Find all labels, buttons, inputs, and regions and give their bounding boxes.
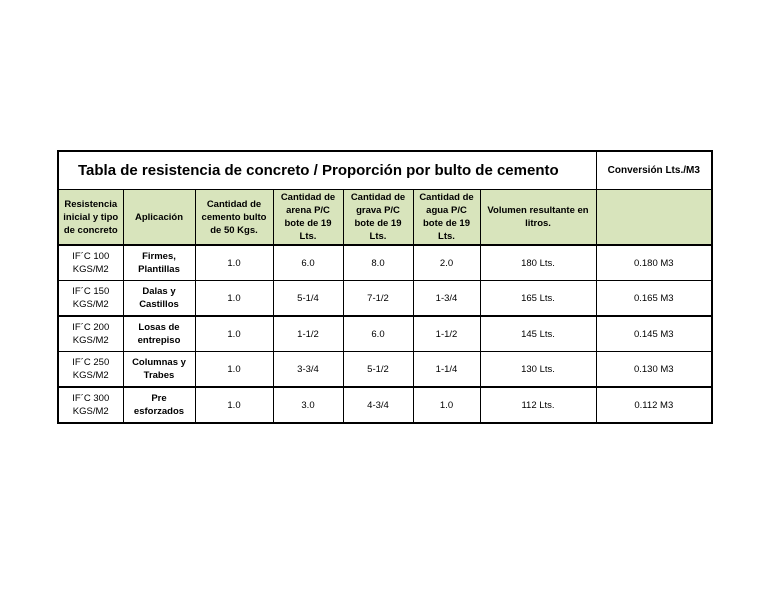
cell-cemento: 1.0 <box>195 281 273 317</box>
cell-arena: 5-1/4 <box>273 281 343 317</box>
header-volumen: Volumen resultante en litros. <box>480 190 596 246</box>
cell-aplicacion: Columnas y Trabes <box>123 352 195 388</box>
header-conversion <box>596 190 712 246</box>
cell-agua: 1-1/4 <box>413 352 480 388</box>
cell-volumen: 180 Lts. <box>480 245 596 281</box>
cell-aplicacion: Dalas y Castillos <box>123 281 195 317</box>
cell-resistencia: IF´C 100 KGS/M2 <box>58 245 123 281</box>
cell-agua: 1-3/4 <box>413 281 480 317</box>
cell-conversion: 0.180 M3 <box>596 245 712 281</box>
cell-conversion: 0.112 M3 <box>596 387 712 423</box>
cell-arena: 1-1/2 <box>273 316 343 352</box>
cell-agua: 2.0 <box>413 245 480 281</box>
cell-volumen: 112 Lts. <box>480 387 596 423</box>
cell-arena: 3.0 <box>273 387 343 423</box>
concrete-table <box>57 150 713 424</box>
cell-grava: 5-1/2 <box>343 352 413 388</box>
cell-grava: 7-1/2 <box>343 281 413 317</box>
table-title: Tabla de resistencia de concreto / Proporción por bulto de cemento <box>58 151 596 190</box>
cell-resistencia: IF´C 300 KGS/M2 <box>58 387 123 423</box>
cell-arena: 6.0 <box>273 245 343 281</box>
conversion-header: Conversión Lts./M3 <box>596 151 712 190</box>
cell-conversion: 0.165 M3 <box>596 281 712 317</box>
cell-grava: 8.0 <box>343 245 413 281</box>
table-row <box>58 316 712 352</box>
cell-cemento: 1.0 <box>195 316 273 352</box>
cell-grava: 6.0 <box>343 316 413 352</box>
cell-cemento: 1.0 <box>195 387 273 423</box>
cell-agua: 1.0 <box>413 387 480 423</box>
cell-cemento: 1.0 <box>195 245 273 281</box>
header-cemento: Cantidad de cemento bulto de 50 Kgs. <box>195 190 273 246</box>
header-grava: Cantidad de grava P/C bote de 19 Lts. <box>343 190 413 246</box>
cell-cemento: 1.0 <box>195 352 273 388</box>
cell-conversion: 0.145 M3 <box>596 316 712 352</box>
title-row <box>58 151 712 190</box>
table-row <box>58 281 712 317</box>
cell-aplicacion: Firmes, Plantillas <box>123 245 195 281</box>
header-agua: Cantidad de agua P/C bote de 19 Lts. <box>413 190 480 246</box>
cell-agua: 1-1/2 <box>413 316 480 352</box>
table-row <box>58 387 712 423</box>
header-arena: Cantidad de arena P/C bote de 19 Lts. <box>273 190 343 246</box>
table-row <box>58 352 712 388</box>
cell-resistencia: IF´C 250 KGS/M2 <box>58 352 123 388</box>
cell-resistencia: IF´C 200 KGS/M2 <box>58 316 123 352</box>
cell-volumen: 130 Lts. <box>480 352 596 388</box>
cell-volumen: 145 Lts. <box>480 316 596 352</box>
cell-arena: 3-3/4 <box>273 352 343 388</box>
header-row <box>58 190 712 246</box>
cell-conversion: 0.130 M3 <box>596 352 712 388</box>
table-row <box>58 245 712 281</box>
cell-volumen: 165 Lts. <box>480 281 596 317</box>
header-resistencia: Resistencia inicial y tipo de concreto <box>58 190 123 246</box>
header-aplicacion: Aplicación <box>123 190 195 246</box>
cell-grava: 4-3/4 <box>343 387 413 423</box>
cell-aplicacion: Pre esforzados <box>123 387 195 423</box>
cell-resistencia: IF´C 150 KGS/M2 <box>58 281 123 317</box>
cell-aplicacion: Losas de entrepiso <box>123 316 195 352</box>
